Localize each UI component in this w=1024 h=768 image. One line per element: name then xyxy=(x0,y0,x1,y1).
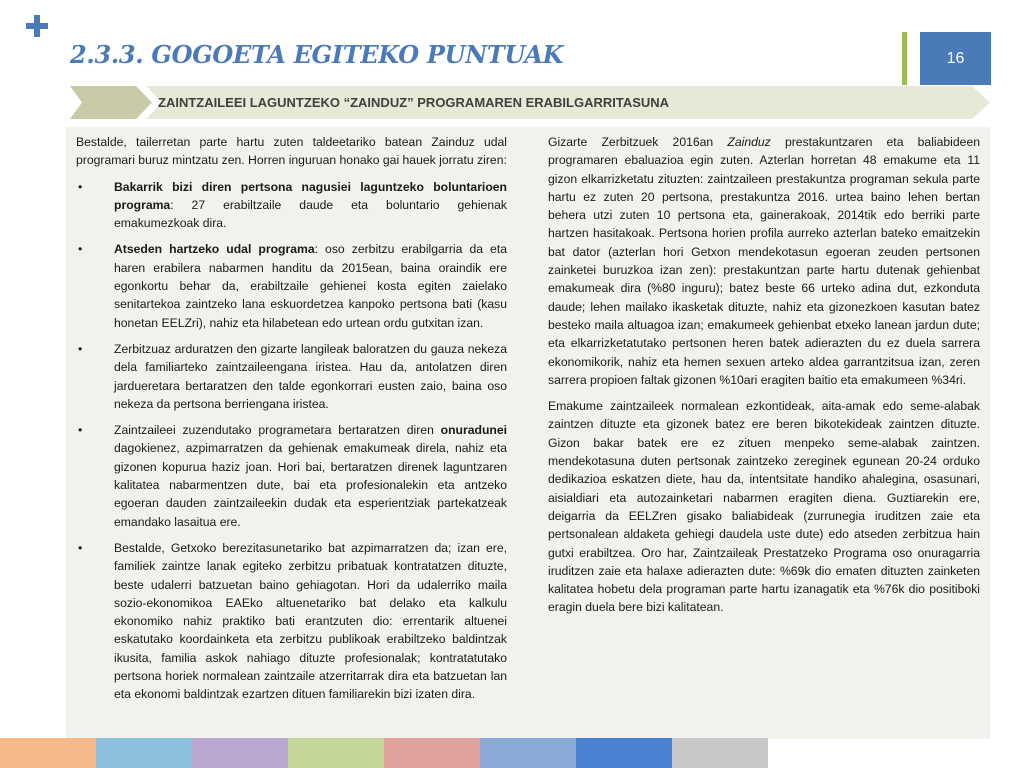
footer-segment xyxy=(576,738,672,768)
bullet-4-text-start: Zaintzaileei zuzendutako programetara bertaratzen diren xyxy=(114,423,441,438)
bullet-item xyxy=(76,240,507,331)
footer-color-strip xyxy=(0,738,1024,768)
bullet-5-text: Bestalde, Getxoko berezitasunetariko bat azpimarratzen da; izan ere, familiek zaintze lanak egiteko zerbitzu pribatuak kontratatzen dituzte, beste udalerri batzuetan baino gehiagotan. Hori da udalerriko maila sozio-ekonomikoa EAEko altuenetariko bat delako eta kalkulu ekonomiko nahiz praktiko bati erantzuten dio: errentarik altuenei eskatutako koordainketa eta zerbitzu publikoak erabiltzeko baldintzak ikusita, familia askok nahiago dituzte profesionalak; kontratatutako pertsona horiek normalean zaintzaile atzerritarrak dira eta batzuetan lan eta ekonomi baldintzak ezartzen dituen familiarekin bizi izaten dira. xyxy=(114,540,507,702)
footer-segment xyxy=(384,738,480,768)
bullet-item xyxy=(76,178,507,233)
paragraph-1-start: Gizarte Zerbitzuek 2016an xyxy=(548,135,728,149)
bullet-item xyxy=(76,340,507,413)
bullet-1-bold: Bakarrik bizi diren pertsona nagusiei laguntzeko boluntarioen programa xyxy=(114,179,507,212)
bullet-item xyxy=(76,539,507,704)
bullet-item xyxy=(76,421,507,531)
banner-heading: ZAINTZAILEEI LAGUNTZEKO “ZAINDUZ” PROGRAMAREN ERABILGARRITASUNA xyxy=(158,95,670,110)
bullet-marker: • xyxy=(78,423,83,438)
page-number: 16 xyxy=(920,32,991,85)
bullet-2-text: : oso zerbitzu erabilgarria da eta haren erabilera nabarmen handitu da 2015ean, baina oraindik ere egonkortu behar da, erabiltzaile gehienei kosta egiten zaielako senitartekoa zaintzeko lana eskuordetzea kanpoko pertsona bati (kasu honetan EELZri), nahiz eta hilabetean edo urtean ordu gutxitan izan. xyxy=(114,242,507,330)
accent-bar xyxy=(902,32,907,85)
bullet-4-bold: onuradunei xyxy=(440,423,507,438)
bullet-4-text: dagokienez, azpimarratzen da gehienak emakumeak direla, nahiz eta gizonen kopurua haziz joan. Hori bai, bertaratzen direnek laguntzaren kalitatea nabarmentzen dute, bai eta profesionalekin eta antzeko egoeran dauden zaintzaileekin dudak eta esperientziak partekatzeak emandako lasaitua ere. xyxy=(114,441,507,529)
bullet-2-bold: Atseden hartzeko udal programa xyxy=(114,242,315,257)
footer-segment xyxy=(0,738,96,768)
bullet-marker: • xyxy=(78,540,83,555)
bullet-marker: • xyxy=(78,242,83,257)
plus-icon xyxy=(26,15,48,37)
section-banner xyxy=(70,86,990,119)
left-column xyxy=(76,133,507,712)
footer-segment xyxy=(192,738,288,768)
right-paragraph-2: Emakume zaintzaileek normalean ezkontideak, aita-amak edo seme-alabak zaintzen dituzte eta gizonek batez ere beren bikotekideak zaintzen dituzte. Gizon bakar batek ere ez zituen menpeko seme-alabak zaintzen. mendekotasuna duten pertsonak zaintzeko zereginek egunean 20-24 orduko dedikazioa eskatzen diete, hau da, intentsitate handiko ahalegina, osasunari, aisialdiari eta autozainketari nabarmen eragiten diena. Guztiarekin ere, deigarria da EELZren gisako baliabideak (zurrunegia iruditzen zaie eta pertsonalean aldaketa gehiegi daudela uste dute) edo atseden zerbitzua hain gutxi erabiltzea. Oro har, Zaintzaileak Prestatzeko Programa oso onuragarria iruditzen zaie eta halaxe adierazten dute: %69k dio ematen dituzten zainketen kalitatea hobetu dela programan parte hartu izanagatik eta %76k dio positiboki eragin duela bere bizi kalitatean. xyxy=(548,399,980,615)
slide-title: 2.3.3. GOGOETA EGITEKO PUNTUAK xyxy=(70,40,564,69)
bullet-marker: • xyxy=(78,179,83,194)
bullet-3-text: Zerbitzuaz arduratzen den gizarte langileak baloratzen du gauza nekeza dela familiarteko zaintzaileengana iristea. Hau da, antolatzen diren jardueretara bertaratzen den talde egonkorrari eusten zaio, baina oso nekeza da pertsona berriengana iristea. xyxy=(114,341,507,411)
footer-segment xyxy=(480,738,576,768)
footer-segment xyxy=(672,738,768,768)
footer-segment xyxy=(288,738,384,768)
paragraph-1-text: prestakuntzaren eta baliabideen programaren ebaluazioa egin zuten. Azterlan horretan 48 emakume eta 11 gizon elkarrizketatu zituzten: zaintzaileen prestakuntza programan sekula parte hartu ez zuten 20 pertsona, prestakuntza 2016. urtea baino lehen bertan behera utzi zuten 10 pertsona eta, gainerakoak, 2014tik edo berriki parte hartzen hasitakoak. Pertsona horien profila aurreko azterlan bateko emaitzekin bat dator (azterlan hori Getxon mendekotasun egoeran zeuden pertsonen zainketei buruzkoa izan zen): prestakuntzan parte hartu dutenak gehienbat emakumeak dira (%80 inguru); batez beste 66 urteko adina dut, ezkonduta daude; lehen mailako ikasketak dituzte, nahiz eta gizonezkoen kasutan batez besteko maila altuagoa izan; emakumeek gehienbat etxeko lanean jardun dute; eta elkarrizketatutako pertsonen heren batek adierazten du ez duela sarrera ekonomikorik, nahiz eta hemen sexuen arteko aldea garrantzitsua izan, zeren sarrera propioen faltak gizonen %10ari eragiten baitio eta emakumeen %34ri. xyxy=(548,135,980,387)
left-intro: Bestalde, tailerretan parte hartu zuten taldeetariko batean Zainduz udal programari buruz mintzatu zen. Horren inguruan honako gai hauek jorratu ziren: xyxy=(76,135,507,168)
bullet-1-text: : 27 erabiltzaile daude eta boluntario gehienak emakumezkoak dira. xyxy=(114,197,507,231)
bullet-marker: • xyxy=(78,341,83,356)
content-panel xyxy=(66,127,990,739)
right-column xyxy=(548,133,980,625)
footer-segment xyxy=(96,738,192,768)
paragraph-1-emphasis: Zainduz xyxy=(727,135,771,149)
right-paragraph-1 xyxy=(548,133,980,389)
